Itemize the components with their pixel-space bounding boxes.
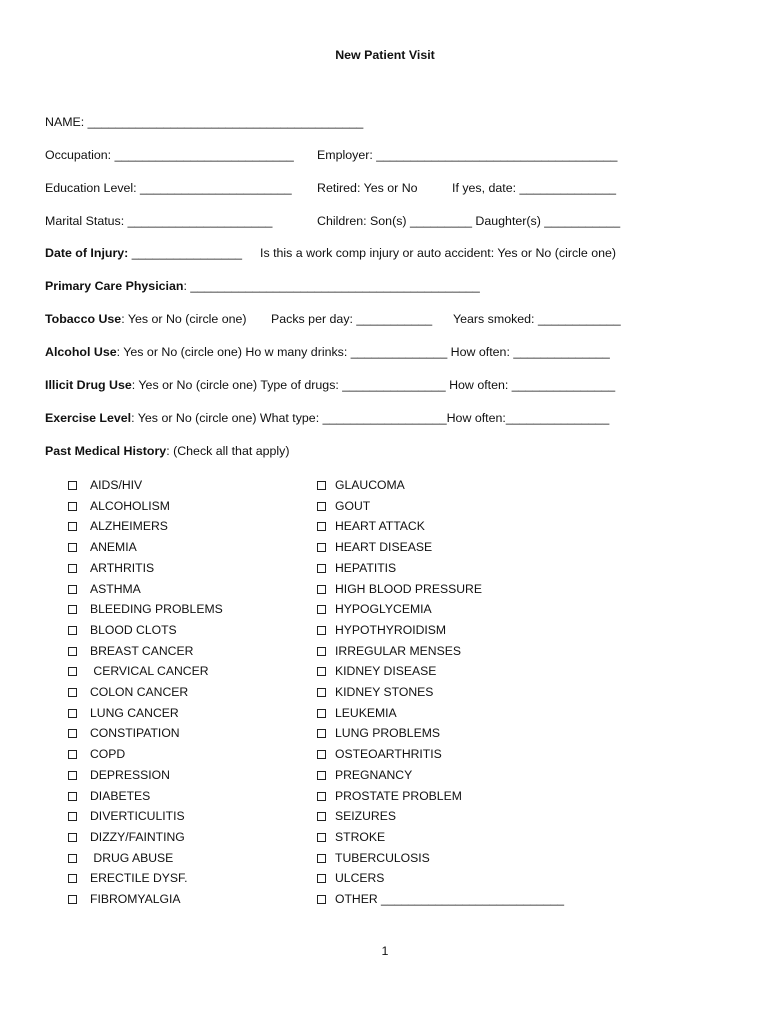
- tobacco-packs-field[interactable]: Packs per day: ___________: [271, 312, 433, 326]
- tobacco-row: [45, 311, 247, 327]
- history-item-label: KIDNEY STONES: [335, 685, 434, 699]
- history-checkbox[interactable]: [317, 792, 326, 801]
- history-item-label: HIGH BLOOD PRESSURE: [335, 581, 482, 596]
- history-checkbox[interactable]: [68, 543, 77, 552]
- exercise-row: [45, 410, 609, 426]
- history-checkbox[interactable]: [68, 854, 77, 863]
- history-item-label: PROSTATE PROBLEM: [335, 788, 462, 803]
- history-checkbox[interactable]: [317, 771, 326, 780]
- history-item-label: AIDS/HIV: [90, 478, 143, 492]
- history-item-label: DRUG ABUSE: [90, 850, 174, 865]
- history-item-label: HYPOGLYCEMIA: [335, 602, 432, 617]
- history-item-label: DIZZY/FAINTING: [90, 829, 185, 844]
- history-checkbox[interactable]: [317, 647, 326, 656]
- history-checkbox[interactable]: [317, 626, 326, 635]
- history-item-label: PREGNANCY: [335, 767, 413, 782]
- history-item-label: HEART DISEASE: [335, 540, 433, 555]
- history-item-label: ANEMIA: [90, 540, 137, 555]
- history-item-label: BREAST CANCER: [90, 643, 194, 658]
- history-item-label: SEIZURES: [335, 809, 396, 824]
- history-item-label: STROKE: [335, 829, 386, 844]
- children-field[interactable]: Children: Son(s) _________ Daughter(s) ___________: [317, 214, 621, 228]
- alcohol-row: [45, 344, 610, 360]
- exercise-fields[interactable]: : Yes or No (circle one) What type: __________________How often:_______________: [131, 411, 610, 425]
- tobacco-label: Tobacco Use: [45, 312, 122, 326]
- history-checkbox[interactable]: [317, 750, 326, 759]
- history-checkbox[interactable]: [317, 854, 326, 863]
- retired-field[interactable]: Retired: Yes or No: [317, 181, 418, 195]
- page-number: 1: [381, 944, 389, 958]
- history-item-label: LUNG CANCER: [90, 705, 179, 720]
- history-item-label: ALZHEIMERS: [90, 519, 168, 534]
- work-comp-question[interactable]: Is this a work comp injury or auto accident: Yes or No (circle one): [260, 246, 617, 260]
- page-title: New Patient Visit: [335, 48, 435, 62]
- history-item-label: COPD: [90, 747, 126, 762]
- history-checkbox[interactable]: [317, 605, 326, 614]
- history-checkbox[interactable]: [68, 792, 77, 801]
- history-checkbox[interactable]: [68, 729, 77, 738]
- history-checkbox[interactable]: [317, 502, 326, 511]
- pcp-label: Primary Care Physician: [45, 279, 184, 293]
- history-item-label: ARTHRITIS: [90, 560, 155, 575]
- injury-date-line[interactable]: ________________: [128, 246, 243, 260]
- history-item-label: BLOOD CLOTS: [90, 622, 177, 637]
- history-item-label: OSTEOARTHRITIS: [335, 747, 442, 762]
- history-checkbox[interactable]: [317, 522, 326, 531]
- history-item-label: ASTHMA: [90, 581, 141, 596]
- history-item-label: CERVICAL CANCER: [90, 664, 209, 679]
- history-checkbox[interactable]: [68, 585, 77, 594]
- history-checkbox[interactable]: [317, 729, 326, 738]
- history-item-label: LUNG PROBLEMS: [335, 726, 440, 741]
- history-checkbox[interactable]: [68, 605, 77, 614]
- drug-fields[interactable]: : Yes or No (circle one) Type of drugs: _______________ How often: _______________: [131, 378, 616, 392]
- history-checkbox[interactable]: [317, 543, 326, 552]
- history-item-label: TUBERCULOSIS: [335, 850, 430, 865]
- history-checkbox[interactable]: [68, 647, 77, 656]
- history-item-label: DIVERTICULITIS: [90, 809, 185, 824]
- history-checkbox[interactable]: [68, 874, 77, 883]
- history-checkbox[interactable]: [68, 895, 77, 904]
- drug-label: Illicit Drug Use: [45, 378, 132, 392]
- history-item-label: OTHER ___________________________: [335, 892, 565, 906]
- history-item-label: CONSTIPATION: [90, 726, 180, 741]
- injury-date-label: Date of Injury:: [45, 246, 129, 260]
- history-checkbox[interactable]: [317, 667, 326, 676]
- retired-date-field[interactable]: If yes, date: ______________: [452, 181, 616, 195]
- education-field[interactable]: Education Level: ______________________: [45, 181, 292, 195]
- history-checkbox[interactable]: [317, 585, 326, 594]
- history-checkbox[interactable]: [68, 833, 77, 842]
- occupation-field[interactable]: Occupation: __________________________: [45, 148, 294, 162]
- history-item-label: FIBROMYALGIA: [90, 892, 181, 906]
- history-checkbox[interactable]: [317, 874, 326, 883]
- exercise-label: Exercise Level: [45, 411, 132, 425]
- history-checkbox[interactable]: [68, 709, 77, 718]
- employer-field[interactable]: Employer: ___________________________________: [317, 148, 618, 162]
- history-checkbox[interactable]: [68, 522, 77, 531]
- history-checkbox[interactable]: [317, 895, 326, 904]
- history-checkbox[interactable]: [317, 688, 326, 697]
- history-item-label: LEUKEMIA: [335, 705, 397, 720]
- history-checkbox[interactable]: [68, 564, 77, 573]
- history-item-label: HEPATITIS: [335, 560, 397, 575]
- drug-row: [45, 377, 615, 393]
- history-checkbox[interactable]: [68, 812, 77, 821]
- history-label: Past Medical History: [45, 444, 167, 458]
- history-checkbox[interactable]: [68, 750, 77, 759]
- history-item-label: KIDNEY DISEASE: [335, 664, 437, 679]
- history-checkbox[interactable]: [68, 502, 77, 511]
- history-checkbox[interactable]: [317, 564, 326, 573]
- history-checkbox[interactable]: [68, 771, 77, 780]
- history-heading: [45, 443, 289, 459]
- history-item-label: COLON CANCER: [90, 685, 189, 699]
- name-field[interactable]: NAME: ________________________________________: [45, 115, 364, 129]
- injury-row: [45, 245, 242, 261]
- tobacco-years-field[interactable]: Years smoked: ____________: [453, 312, 621, 326]
- history-item-label: DEPRESSION: [90, 767, 170, 782]
- history-item-label: ERECTILE DYSF.: [90, 871, 188, 886]
- history-instruction: : (Check all that apply): [166, 444, 290, 458]
- history-checkbox[interactable]: [317, 833, 326, 842]
- alcohol-fields[interactable]: : Yes or No (circle one) Ho w many drinks: ______________ How often: ______________: [116, 345, 610, 359]
- pcp-row: [45, 278, 480, 294]
- history-checkbox[interactable]: [68, 481, 77, 490]
- pcp-line[interactable]: : __________________________________________: [183, 279, 480, 293]
- history-item-label: DIABETES: [90, 788, 151, 803]
- history-item-label: BLEEDING PROBLEMS: [90, 602, 223, 617]
- history-checkbox[interactable]: [68, 667, 77, 676]
- tobacco-yes-no[interactable]: : Yes or No (circle one): [121, 312, 247, 326]
- history-checkbox[interactable]: [317, 481, 326, 490]
- history-item-label: ULCERS: [335, 871, 385, 886]
- history-item-label: HYPOTHYROIDISM: [335, 622, 447, 637]
- history-item-label: GOUT: [335, 498, 371, 513]
- history-checkbox[interactable]: [317, 812, 326, 821]
- history-checkbox[interactable]: [68, 688, 77, 697]
- history-item-label: GLAUCOMA: [335, 478, 405, 492]
- marital-status-field[interactable]: Marital Status: _____________________: [45, 214, 273, 228]
- history-checkbox[interactable]: [317, 709, 326, 718]
- history-item-label: HEART ATTACK: [335, 519, 425, 534]
- history-item-label: IRREGULAR MENSES: [335, 643, 461, 658]
- alcohol-label: Alcohol Use: [45, 345, 117, 359]
- history-item-label: ALCOHOLISM: [90, 498, 170, 513]
- history-checkbox[interactable]: [68, 626, 77, 635]
